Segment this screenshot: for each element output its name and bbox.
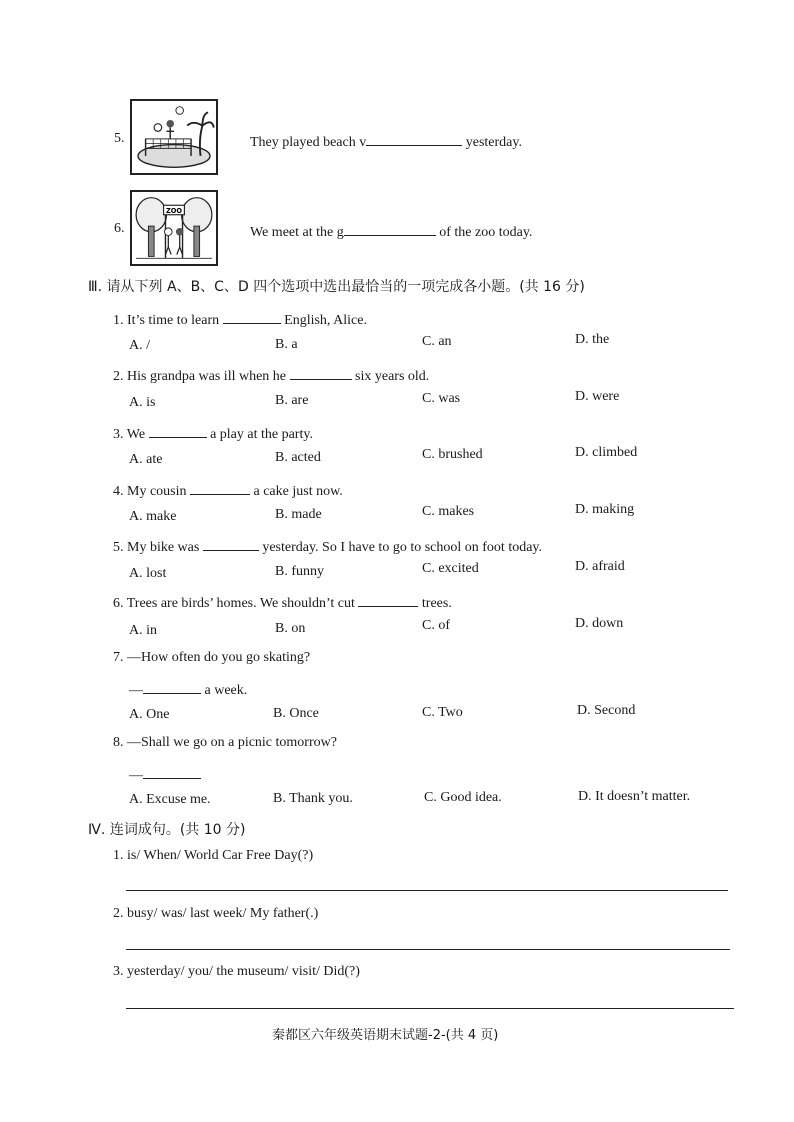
option-a[interactable]: A. make [129,509,177,524]
option-a[interactable]: A. Excuse me. [129,792,211,807]
question-text: 4. My cousin [113,484,187,499]
zoo-gate-picture [130,190,218,266]
question-text: a play at the party. [210,427,313,442]
picture-item-5-number: 5. [114,131,125,146]
question-text: 2. His grandpa was ill when he [113,369,287,384]
option-b[interactable]: B. are [275,393,309,408]
picture-item-5-after: yesterday. [465,135,522,150]
option-d[interactable]: D. afraid [575,559,625,574]
option-c[interactable]: C. Two [422,705,463,720]
question-text: 5. My bike was [113,540,200,555]
option-d[interactable]: D. climbed [575,445,638,460]
question-8-reply [129,764,201,784]
section-4-title: Ⅳ. 连词成句。(共 10 分) [88,822,246,838]
question-3 [113,423,313,443]
option-d[interactable]: D. It doesn’t matter. [578,789,691,804]
question-5 [113,536,542,556]
question-text: six years old. [355,369,430,384]
option-c[interactable]: C. excited [422,561,479,576]
option-a[interactable]: A. in [129,623,157,638]
picture-item-6-number: 6. [114,221,125,236]
option-c[interactable]: C. brushed [422,447,483,462]
question-1 [113,309,367,329]
option-a[interactable]: A. One [129,707,170,722]
option-c[interactable]: C. was [422,391,461,406]
answer-blank[interactable] [190,480,250,495]
answer-blank[interactable] [203,536,259,551]
question-text: a cake just now. [253,484,343,499]
answer-blank[interactable] [344,221,436,236]
picture-item-6-before: We meet at the g [250,225,344,240]
beach-volleyball-picture [130,99,218,175]
option-b[interactable]: B. on [275,621,306,636]
option-c[interactable]: C. of [422,618,450,633]
option-b[interactable]: B. Once [273,706,319,721]
answer-blank[interactable] [143,764,201,779]
reorder-item-2: 2. busy/ was/ last week/ My father(.) [113,906,319,921]
answer-blank[interactable] [358,592,418,607]
question-7-reply [129,679,247,699]
picture-item-5-before: They played beach v [250,135,367,150]
zoo-sign-text: ZOO [165,206,183,215]
option-a[interactable]: A. lost [129,566,167,581]
picture-item-5-sentence [250,131,522,151]
reorder-item-3: 3. yesterday/ you/ the museum/ visit/ Did(?) [113,964,360,979]
option-b[interactable]: B. Thank you. [273,791,353,806]
option-c[interactable]: C. an [422,334,452,349]
question-text: English, Alice. [284,313,367,328]
picture-item-6-sentence [250,221,532,241]
answer-blank[interactable] [223,309,281,324]
answer-blank[interactable] [366,131,462,146]
option-d[interactable]: D. down [575,616,624,631]
option-d[interactable]: D. the [575,332,610,347]
question-text: 3. We [113,427,146,442]
option-b[interactable]: B. funny [275,564,324,579]
option-a[interactable]: A. is [129,395,156,410]
option-d[interactable]: D. making [575,502,635,517]
option-b[interactable]: B. a [275,337,298,352]
option-c[interactable]: C. Good idea. [424,790,502,805]
page-footer: 秦都区六年级英语期末试题-2-(共 4 页) [272,1028,499,1043]
dash: — [129,683,143,698]
option-b[interactable]: B. made [275,507,322,522]
question-6 [113,592,452,612]
option-c[interactable]: C. makes [422,504,475,519]
reorder-item-1: 1. is/ When/ World Car Free Day(?) [113,848,314,863]
section-3-title: Ⅲ. 请从下列 A、B、C、D 四个选项中选出最恰当的一项完成各小题。(共 16 分) [88,279,585,295]
answer-blank[interactable] [149,423,207,438]
picture-item-6-after: of the zoo today. [439,225,533,240]
question-text: 8. —Shall we go on a picnic tomorrow? [113,735,337,750]
answer-line-1[interactable] [126,890,728,891]
answer-blank[interactable] [290,365,352,380]
option-d[interactable]: D. Second [577,703,636,718]
answer-line-2[interactable] [126,949,730,950]
dash: — [129,768,143,783]
question-text: 7. —How often do you go skating? [113,650,311,665]
option-b[interactable]: B. acted [275,450,321,465]
question-text: 6. Trees are birds’ homes. We shouldn’t cut [113,596,355,611]
question-8 [113,735,337,751]
answer-blank[interactable] [143,679,201,694]
answer-line-3[interactable] [126,1008,734,1009]
question-text: trees. [421,596,452,611]
option-a[interactable]: A. ate [129,452,163,467]
question-2 [113,365,429,385]
option-a[interactable]: A. / [129,338,150,353]
question-text: 1. It’s time to learn [113,313,220,328]
question-text: yesterday. So I have to go to school on foot today. [262,540,543,555]
reply-text: a week. [204,683,248,698]
option-d[interactable]: D. were [575,389,620,404]
question-7 [113,650,310,666]
question-4 [113,480,343,500]
